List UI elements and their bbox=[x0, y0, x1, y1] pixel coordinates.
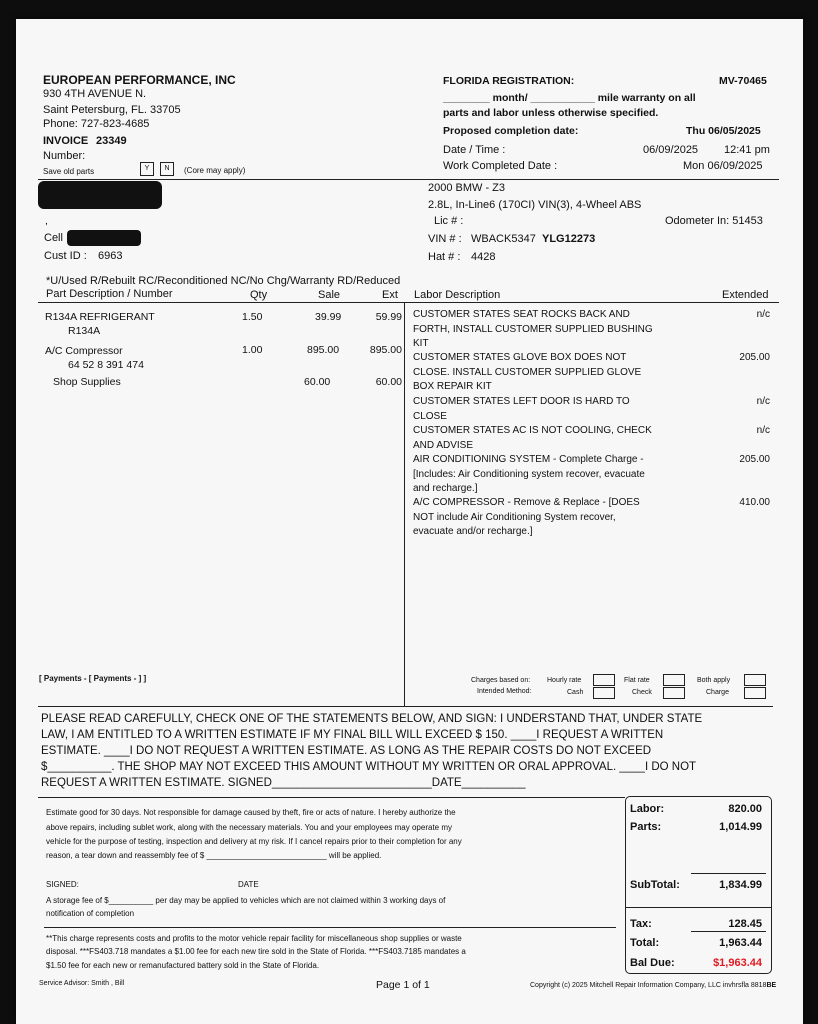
labor-item bbox=[413, 453, 673, 497]
labor-total-value: 820.00 bbox=[728, 803, 762, 815]
save-parts-no-checkbox[interactable]: N bbox=[160, 162, 174, 176]
labor-amount: n/c bbox=[756, 396, 770, 407]
custid-label: Cust ID : bbox=[44, 250, 87, 262]
cell-label: Cell bbox=[44, 232, 63, 244]
number-label: Number: bbox=[43, 150, 86, 162]
both-apply-label: Both apply bbox=[697, 677, 731, 684]
warranty-line2: parts and labor unless otherwise specified. bbox=[443, 107, 659, 119]
labor-amount: 205.00 bbox=[739, 352, 770, 363]
date-label: DATE bbox=[238, 880, 259, 889]
part-number: 64 52 8 391 474 bbox=[68, 359, 144, 371]
part-sale: 60.00 bbox=[304, 376, 331, 388]
estimate-line: PLEASE READ CAREFULLY, CHECK ONE OF THE STATEMENTS BELOW, AND SIGN: I UNDERSTAND THAT, UNDER STATE bbox=[41, 713, 703, 725]
labor-desc-line: FORTH, INSTALL CUSTOMER SUPPLIED BUSHING bbox=[413, 323, 653, 335]
save-parts-yes-checkbox[interactable]: Y bbox=[140, 162, 154, 176]
hat-value: 4428 bbox=[471, 251, 496, 263]
part-ext: 895.00 bbox=[369, 344, 402, 356]
copyright-text: Copyright (c) 2025 Mitchell Repair Information Company, LLC invhrsfla 8818 bbox=[530, 982, 767, 989]
invoice-label: INVOICE bbox=[43, 135, 89, 147]
proposed-date-label: Proposed completion date: bbox=[443, 125, 579, 137]
odometer-in: Odometer In: 51453 bbox=[665, 215, 763, 227]
part-qty: 1.00 bbox=[242, 344, 263, 356]
tax-label: Tax: bbox=[630, 918, 652, 930]
copyright-code: BE bbox=[766, 982, 777, 989]
redacted-cell-number bbox=[67, 230, 141, 246]
terms-line: vehicle for the purpose of testing, inspection and delivery at my risk. If I cancel repairs prior to their completion for any bbox=[46, 837, 462, 846]
terms-line: reason, a tear down and reassembly fee of $ ___________________________ will be applied. bbox=[46, 851, 382, 860]
part-ext: 59.99 bbox=[375, 311, 402, 323]
labor-header-desc: Labor Description bbox=[414, 289, 501, 301]
storage-line: notification of completion bbox=[46, 909, 135, 918]
cash-label: Cash bbox=[567, 689, 584, 696]
payments-summary: [ Payments - [ Payments - ] ] bbox=[39, 674, 147, 683]
proposed-date-value: Thu 06/05/2025 bbox=[686, 125, 761, 137]
footnote-line: **This charge represents costs and profits to the motor vehicle repair facility for miscellaneous shop supplies or waste bbox=[46, 934, 462, 943]
labor-desc-line: CLOSE. INSTALL CUSTOMER SUPPLIED GLOVE bbox=[413, 366, 642, 378]
footnote-divider bbox=[44, 927, 616, 928]
labor-item bbox=[413, 308, 673, 352]
save-old-parts-label: Save old parts bbox=[43, 167, 95, 176]
labor-amount: n/c bbox=[756, 425, 770, 436]
datetime-label: Date / Time : bbox=[443, 144, 506, 156]
estimate-line: ESTIMATE. ____I DO NOT REQUEST A WRITTEN ESTIMATE. AS LONG AS THE REPAIR COSTS DO NOT EXCEED bbox=[41, 745, 652, 757]
service-advisor: Service Advisor: Smith , Bill bbox=[39, 980, 125, 987]
subtotal-value: 1,834.99 bbox=[719, 879, 762, 891]
customer-comma: , bbox=[45, 215, 48, 227]
tax-rule bbox=[691, 931, 766, 932]
flat-rate-checkbox[interactable] bbox=[663, 674, 685, 686]
estimate-line: $__________. THE SHOP MAY NOT EXCEED THIS AMOUNT WITHOUT MY WRITTEN OR ORAL APPROVAL. ____I DO NOT bbox=[41, 761, 697, 773]
terms-line: above repairs, including sublet work, along with the necessary materials. You and your employees may operate my bbox=[46, 823, 452, 832]
labor-desc-line: CUSTOMER STATES AC IS NOT COOLING, CHECK bbox=[413, 425, 652, 436]
check-label: Check bbox=[632, 689, 652, 696]
labor-item bbox=[413, 424, 673, 453]
charges-based-on-label: Charges based on: bbox=[471, 677, 531, 684]
shop-address-line1: 930 4TH AVENUE N. bbox=[43, 88, 147, 100]
storage-line: A storage fee of $__________ per day may be applied to vehicles which are not claimed within 3 working days of bbox=[46, 896, 446, 905]
parts-total-value: 1,014.99 bbox=[719, 821, 762, 833]
labor-desc-line: AND ADVISE bbox=[413, 439, 474, 451]
registration-label: FLORIDA REGISTRATION: bbox=[443, 75, 575, 87]
labor-amount: 410.00 bbox=[739, 497, 770, 508]
copyright bbox=[530, 982, 776, 989]
labor-desc-line: KIT bbox=[413, 338, 429, 349]
part-number: R134A bbox=[68, 325, 101, 337]
invoice-number: 23349 bbox=[96, 135, 127, 147]
parts-labor-divider bbox=[404, 302, 405, 706]
labor-desc-line: CLOSE bbox=[413, 410, 447, 422]
vehicle-engine: 2.8L, In-Line6 (170CI) VIN(3), 4-Wheel ABS bbox=[428, 199, 642, 211]
labor-desc-line: NOT include Air Conditioning System recover, bbox=[413, 511, 616, 523]
labor-header-ext: Extended bbox=[722, 289, 769, 301]
part-ext: 60.00 bbox=[375, 376, 402, 388]
total-value: 1,963.44 bbox=[719, 937, 762, 949]
part-qty: 1.50 bbox=[242, 311, 263, 323]
registration-value: MV-70465 bbox=[719, 75, 767, 87]
labor-item bbox=[413, 395, 673, 424]
hat-label: Hat # : bbox=[428, 251, 461, 263]
part-desc: Shop Supplies bbox=[53, 376, 121, 388]
part-desc: R134A REFRIGERANT bbox=[45, 311, 155, 323]
vin-suffix: YLG12273 bbox=[542, 233, 596, 245]
terms-divider-top bbox=[38, 797, 625, 798]
labor-item bbox=[413, 496, 673, 540]
total-label: Total: bbox=[630, 937, 660, 949]
completed-date-value: Mon 06/09/2025 bbox=[683, 160, 763, 172]
labor-desc-line: CUSTOMER STATES SEAT ROCKS BACK AND bbox=[413, 309, 630, 320]
labor-desc-line: [Includes: Air Conditioning system recover, evacuate bbox=[413, 468, 645, 480]
footnote-line: disposal. ***FS403.718 mandates a $1.00 fee for each new tire sold in the State of Florida. ***FS403.7185 mandates a bbox=[46, 947, 466, 956]
labor-desc-line: A/C COMPRESSOR - Remove & Replace - [DOES bbox=[413, 497, 640, 508]
labor-desc-line: AIR CONDITIONING SYSTEM - Complete Charge - bbox=[413, 454, 644, 465]
hourly-rate-checkbox[interactable] bbox=[593, 674, 615, 686]
completed-date-label: Work Completed Date : bbox=[443, 160, 558, 172]
tax-divider bbox=[625, 907, 772, 908]
estimate-line: LAW, I AM ENTITLED TO A WRITTEN ESTIMATE IF MY FINAL BILL WILL EXCEED $ 150. ____I REQUEST A WRITTEN bbox=[41, 729, 664, 741]
labor-desc-line: and recharge.] bbox=[413, 483, 478, 494]
estimate-divider-top bbox=[38, 706, 773, 707]
estimate-line: REQUEST A WRITTEN ESTIMATE. SIGNED_________________________DATE__________ bbox=[41, 777, 526, 789]
header-divider bbox=[38, 179, 779, 180]
flat-rate-label: Flat rate bbox=[624, 677, 650, 684]
terms-line: Estimate good for 30 days. Not responsible for damage caused by theft, fire or acts of nature. I hereby authorize the bbox=[46, 808, 456, 817]
charge-label: Charge bbox=[706, 689, 729, 696]
parts-header-sale: Sale bbox=[318, 289, 341, 301]
parts-header-qty: Qty bbox=[250, 289, 268, 301]
shop-address-line2: Saint Petersburg, FL. 33705 bbox=[43, 104, 181, 116]
part-sale: 895.00 bbox=[307, 344, 340, 356]
hourly-rate-label: Hourly rate bbox=[547, 677, 582, 684]
parts-total-label: Parts: bbox=[630, 821, 662, 833]
shop-phone: Phone: 727-823-4685 bbox=[43, 118, 150, 130]
labor-desc-line: CUSTOMER STATES GLOVE BOX DOES NOT bbox=[413, 352, 627, 363]
cash-checkbox[interactable] bbox=[593, 687, 615, 699]
subtotal-rule bbox=[691, 873, 766, 874]
labor-desc-line: evacuate and/or recharge.] bbox=[413, 526, 533, 537]
charge-checkbox[interactable] bbox=[744, 687, 766, 699]
shop-name: EUROPEAN PERFORMANCE, INC bbox=[43, 73, 236, 87]
datetime-time: 12:41 pm bbox=[724, 144, 770, 156]
part-desc: A/C Compressor bbox=[45, 345, 123, 357]
labor-total-label: Labor: bbox=[630, 803, 665, 815]
lic-label: Lic # : bbox=[434, 215, 464, 227]
datetime-date: 06/09/2025 bbox=[643, 144, 699, 156]
redacted-customer-name bbox=[38, 181, 162, 209]
page-number: Page 1 of 1 bbox=[376, 979, 430, 991]
part-sale: 39.99 bbox=[315, 311, 342, 323]
labor-amount: 205.00 bbox=[739, 454, 770, 465]
warranty-line1: ________ month/ ___________ mile warranty on all bbox=[443, 92, 696, 104]
invoice-sheet bbox=[16, 19, 803, 1024]
labor-amount: n/c bbox=[756, 309, 770, 320]
vin-prefix: WBACK5347 bbox=[471, 233, 536, 245]
both-apply-checkbox[interactable] bbox=[744, 674, 766, 686]
parts-header-ext: Ext bbox=[382, 289, 398, 301]
tax-value: 128.45 bbox=[728, 918, 762, 930]
core-note: (Core may apply) bbox=[184, 166, 246, 175]
footnote-line: $1.50 fee for each new or remanufactured battery sold in the State of Florida. bbox=[46, 961, 320, 970]
condition-legend: *U/Used R/Rebuilt RC/Reconditioned NC/No Chg/Warranty RD/Reduced bbox=[46, 275, 401, 287]
labor-desc-line: CUSTOMER STATES LEFT DOOR IS HARD TO bbox=[413, 396, 630, 407]
balance-due-value: $1,963.44 bbox=[713, 957, 762, 969]
custid-value: 6963 bbox=[98, 250, 123, 262]
subtotal-label: SubTotal: bbox=[630, 879, 680, 891]
intended-method-label: Intended Method: bbox=[477, 688, 532, 695]
balance-due-label: Bal Due: bbox=[630, 957, 675, 969]
vin-label: VIN # : bbox=[428, 233, 462, 245]
vehicle-model: 2000 BMW - Z3 bbox=[428, 182, 506, 194]
column-header-divider bbox=[38, 302, 779, 303]
labor-desc-line: BOX REPAIR KIT bbox=[413, 381, 492, 392]
parts-header-desc: Part Description / Number bbox=[46, 288, 173, 300]
labor-item bbox=[413, 351, 673, 395]
signed-label: SIGNED: bbox=[46, 880, 79, 889]
check-checkbox[interactable] bbox=[663, 687, 685, 699]
